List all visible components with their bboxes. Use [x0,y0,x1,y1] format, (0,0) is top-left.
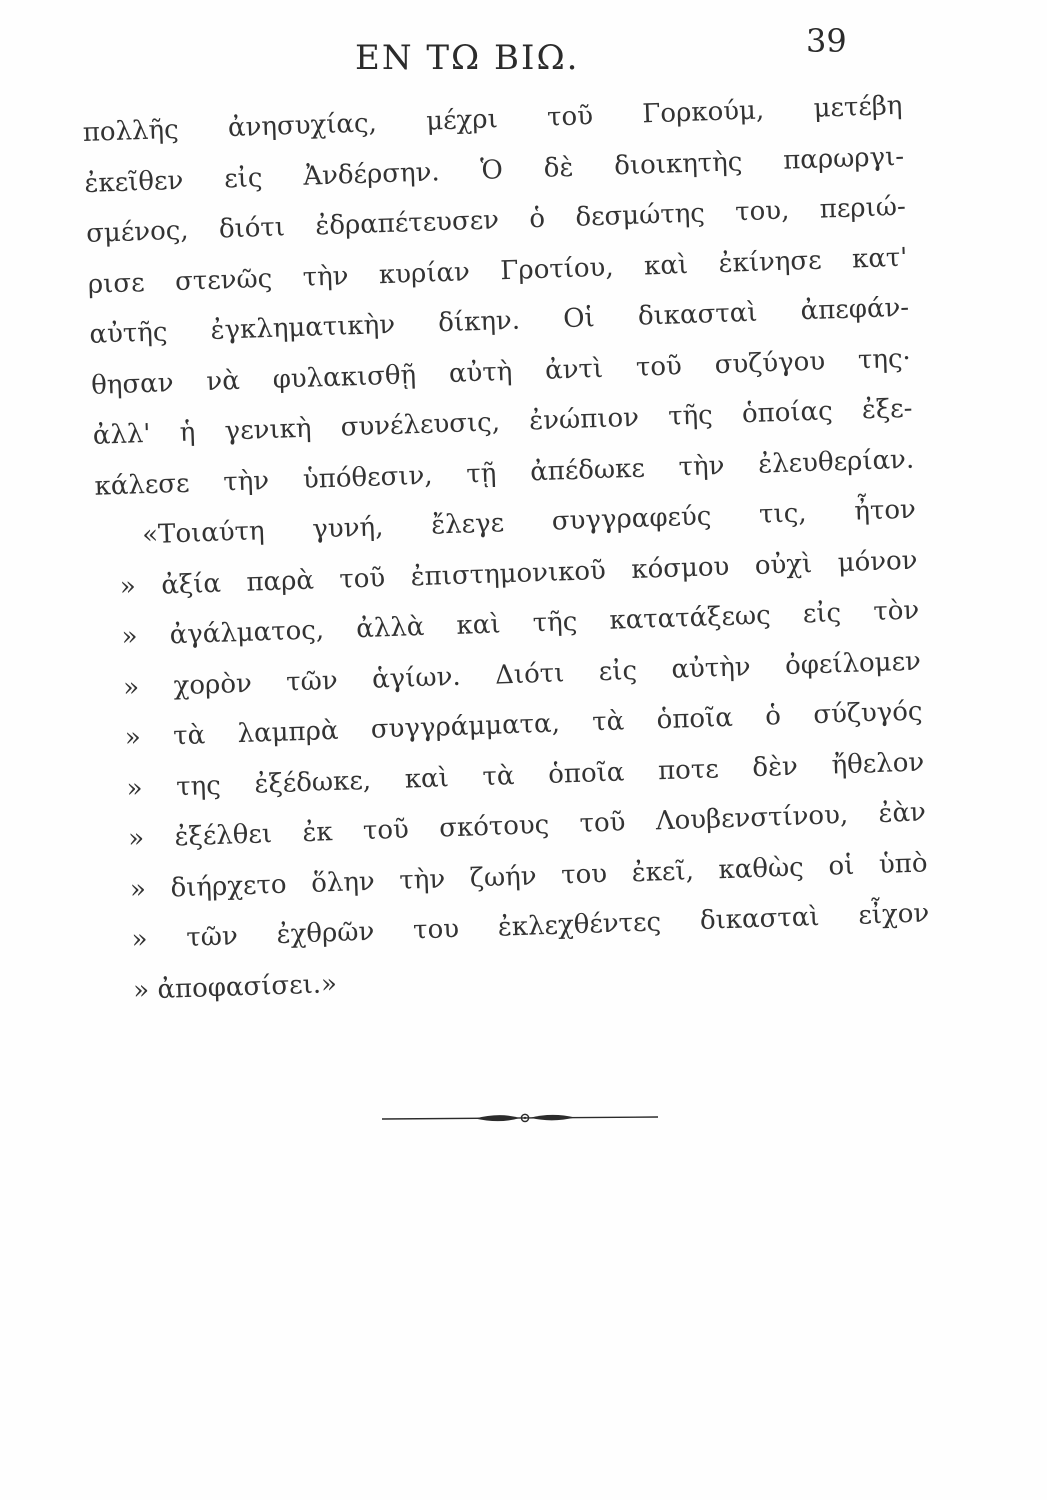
text-line: » της ἐξέδωκε, καὶ τὰ ὁποῖα ποτε δὲν ἤθελον [126,746,925,804]
text-line: » χορὸν τῶν ἁγίων. Διότι εἰς αὐτὴν ὀφείλομεν [122,646,922,703]
text-line: » ἀποφασίσει.» [132,968,338,1006]
text-line: » ἀγάλματος, ἀλλὰ καὶ τῆς κατατάξεως εἰς τὸν [121,595,920,652]
running-head: ΕΝ ΤΩ ΒΙΩ. [355,38,580,78]
text-line: ρισε στενῶς τὴν κυρίαν Γροτίου, καὶ ἐκίνησε κατ' [87,242,908,300]
body-text [82,81,932,1017]
text-line: αὐτῆς ἐγκληματικὴν δίκην. Οἱ δικασταὶ ἀπεφάν- [89,292,910,350]
text-line: » διήρχετο ὅλην τὴν ζωήν του ἐκεῖ, καθὼς οἱ ὑπὸ [129,847,928,905]
text-line: ἀλλ' ἡ γενικὴ συνέλευσις, ἐνώπιον τῆς ὁποίας ἐξε- [92,393,913,451]
text-line: » τὰ λαμπρὰ συγγράμματα, τὰ ὁποῖα ὁ σύζυγός [124,696,923,753]
text-line: ἐκεῖθεν εἰς Ἀνδέρσην. Ὁ δὲ διοικητὴς παρωργι- [84,141,905,199]
text-line: κάλεσε τὴν ὑπόθεσιν, τῇ ἀπέδωκε τὴν ἐλευθερίαν. [94,444,915,502]
text-line: θησαν νὰ φυλακισθῇ αὐτὴ ἀντὶ τοῦ συζύγου της· [90,343,912,401]
text-line: » ἐξέλθει ἐκ τοῦ σκότους τοῦ Λουβενστίνου, ἐὰν [127,797,927,854]
text-line: » τῶν ἐχθρῶν του ἐκλεχθέντες δικασταὶ εἶχον [131,898,930,955]
ornamental-rule-icon [380,1104,660,1134]
text-line: σμένος, διότι ἐδραπέτευσεν ὁ δεσμώτης του, περιώ- [85,191,907,249]
page-number: 39 [806,22,847,60]
text-line: πολλῆς ἀνησυχίας, μέχρι τοῦ Γορκούμ, μετέβη [82,90,903,148]
text-line: » ἀξία παρὰ τοῦ ἐπιστημονικοῦ κόσμου οὐχὶ μόνον [119,545,918,602]
text-line: «Τοιαύτη γυνή, ἔλεγε συγγραφεύς τις, ἦτον [141,494,917,551]
